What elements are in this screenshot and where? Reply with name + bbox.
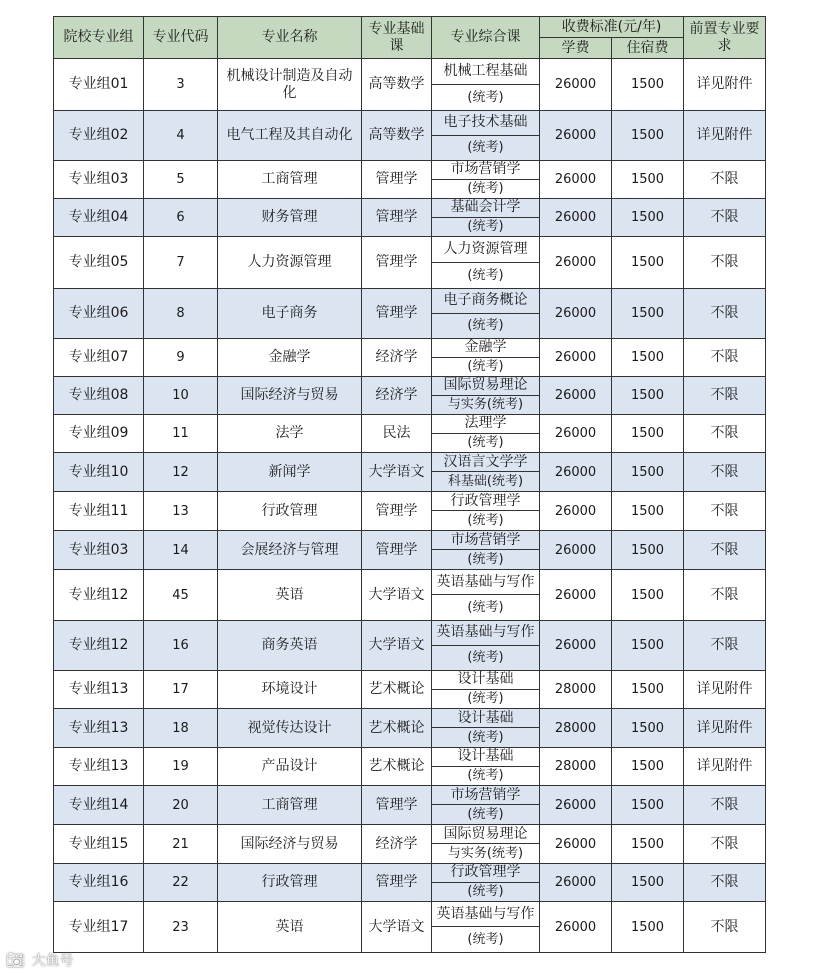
comprehensive-course-name: 英语基础与写作	[432, 621, 539, 646]
code-cell: 10	[144, 377, 218, 415]
exam-note: (统考)	[467, 807, 504, 822]
lodging-cell: 1500	[612, 902, 684, 953]
table-row	[54, 902, 766, 953]
group-cell: 专业组17	[54, 902, 144, 953]
group-cell: 专业组08	[54, 377, 144, 415]
header-comprehensive-course: 专业综合课	[432, 17, 540, 59]
header-name: 专业名称	[218, 17, 362, 59]
basic-course-cell: 管理学	[362, 161, 432, 199]
basic-course-cell: 民法	[362, 415, 432, 453]
comprehensive-course-name: 人力资源管理	[432, 237, 539, 263]
basic-course-cell: 管理学	[362, 531, 432, 570]
major-name-cell: 国际经济与贸易	[218, 377, 362, 415]
tuition-cell: 26000	[540, 786, 612, 825]
header-lodging: 住宿费	[612, 38, 684, 59]
comprehensive-course-cell	[432, 377, 540, 415]
code-cell: 20	[144, 786, 218, 825]
code-cell: 5	[144, 161, 218, 199]
group-cell: 专业组16	[54, 864, 144, 902]
group-cell: 专业组06	[54, 289, 144, 339]
requirement-cell: 详见附件	[684, 59, 766, 111]
requirement-cell: 详见附件	[684, 671, 766, 709]
tuition-cell: 26000	[540, 453, 612, 492]
comprehensive-course-name: 电子技术基础	[432, 111, 539, 136]
lodging-cell: 1500	[612, 289, 684, 339]
code-cell: 14	[144, 531, 218, 570]
table-row	[54, 339, 766, 377]
lodging-cell: 1500	[612, 237, 684, 289]
lodging-cell: 1500	[612, 111, 684, 161]
comprehensive-course-cell	[432, 415, 540, 453]
code-cell: 8	[144, 289, 218, 339]
requirement-cell: 详见附件	[684, 748, 766, 786]
major-name-cell: 法学	[218, 415, 362, 453]
comprehensive-course-name: 法理学	[432, 415, 539, 434]
comprehensive-course-cell	[432, 902, 540, 953]
code-cell: 6	[144, 199, 218, 237]
lodging-cell: 1500	[612, 377, 684, 415]
basic-course-cell: 大学语文	[362, 570, 432, 621]
comprehensive-course-cell	[432, 570, 540, 621]
comprehensive-course-cell	[432, 289, 540, 339]
comprehensive-course-name: 英语基础与写作	[432, 902, 539, 927]
comprehensive-course-name: 市场营销学	[432, 161, 539, 180]
comprehensive-course-cell	[432, 709, 540, 748]
group-cell: 专业组03	[54, 161, 144, 199]
lodging-cell: 1500	[612, 339, 684, 377]
basic-course-cell: 大学语文	[362, 902, 432, 953]
table-row	[54, 111, 766, 161]
exam-note: (统考)	[467, 513, 504, 528]
requirement-cell: 不限	[684, 339, 766, 377]
group-cell: 专业组12	[54, 621, 144, 671]
major-name-cell: 电气工程及其自动化	[218, 111, 362, 161]
comprehensive-course-name: 汉语言文学学	[432, 453, 539, 472]
tuition-cell: 26000	[540, 570, 612, 621]
lodging-cell: 1500	[612, 453, 684, 492]
code-cell: 18	[144, 709, 218, 748]
lodging-cell: 1500	[612, 825, 684, 864]
basic-course-cell: 大学语文	[362, 621, 432, 671]
comprehensive-course-cell	[432, 671, 540, 709]
lodging-cell: 1500	[612, 415, 684, 453]
basic-course-cell: 管理学	[362, 786, 432, 825]
group-cell: 专业组02	[54, 111, 144, 161]
table-row	[54, 864, 766, 902]
major-name-cell: 工商管理	[218, 786, 362, 825]
major-name-cell: 财务管理	[218, 199, 362, 237]
requirement-cell: 详见附件	[684, 111, 766, 161]
basic-course-cell: 经济学	[362, 339, 432, 377]
header-group: 院校专业组	[54, 17, 144, 59]
code-cell: 21	[144, 825, 218, 864]
requirement-cell: 不限	[684, 825, 766, 864]
table-row	[54, 671, 766, 709]
major-name-cell: 英语	[218, 570, 362, 621]
tuition-cell: 26000	[540, 621, 612, 671]
major-name-cell: 会展经济与管理	[218, 531, 362, 570]
comprehensive-course-cell	[432, 825, 540, 864]
table-row	[54, 415, 766, 453]
code-cell: 7	[144, 237, 218, 289]
lodging-cell: 1500	[612, 59, 684, 111]
requirement-cell: 不限	[684, 415, 766, 453]
comprehensive-course-cell	[432, 237, 540, 289]
tuition-cell: 26000	[540, 531, 612, 570]
table-row	[54, 531, 766, 570]
requirement-cell: 不限	[684, 864, 766, 902]
group-cell: 专业组09	[54, 415, 144, 453]
tuition-cell: 26000	[540, 377, 612, 415]
comprehensive-course-cell	[432, 199, 540, 237]
comprehensive-course-cell	[432, 786, 540, 825]
major-name-cell: 商务英语	[218, 621, 362, 671]
major-name-cell: 环境设计	[218, 671, 362, 709]
code-cell: 13	[144, 492, 218, 531]
basic-course-cell: 管理学	[362, 237, 432, 289]
lodging-cell: 1500	[612, 671, 684, 709]
requirement-cell: 不限	[684, 161, 766, 199]
exam-note: (统考)	[467, 932, 504, 947]
table-row	[54, 199, 766, 237]
basic-course-cell: 艺术概论	[362, 709, 432, 748]
group-cell: 专业组10	[54, 453, 144, 492]
major-name-cell: 英语	[218, 902, 362, 953]
watermark	[6, 950, 74, 970]
table-row	[54, 377, 766, 415]
requirement-cell: 不限	[684, 902, 766, 953]
watermark-text: 大鱼号	[31, 953, 74, 969]
header-tuition: 学费	[540, 38, 612, 59]
comprehensive-course-cell	[432, 748, 540, 786]
tuition-cell: 28000	[540, 671, 612, 709]
camera-icon: 📷︎	[6, 951, 26, 969]
major-name-cell: 金融学	[218, 339, 362, 377]
requirement-cell: 不限	[684, 453, 766, 492]
lodging-cell: 1500	[612, 786, 684, 825]
requirement-cell: 不限	[684, 531, 766, 570]
exam-note: (统考)	[467, 650, 504, 666]
comprehensive-course-cell	[432, 339, 540, 377]
major-name-cell: 视觉传达设计	[218, 709, 362, 748]
comprehensive-course-name: 行政管理学	[432, 492, 539, 511]
comprehensive-course-cell	[432, 864, 540, 902]
table-row	[54, 621, 766, 671]
major-name-cell: 新闻学	[218, 453, 362, 492]
group-cell: 专业组12	[54, 570, 144, 621]
requirement-cell: 不限	[684, 570, 766, 621]
exam-note: (统考)	[467, 359, 504, 375]
major-name-cell: 工商管理	[218, 161, 362, 199]
lodging-cell: 1500	[612, 531, 684, 570]
lodging-cell: 1500	[612, 621, 684, 671]
header-fee: 收费标准(元/年)	[540, 17, 684, 38]
requirement-cell: 不限	[684, 237, 766, 289]
group-cell: 专业组14	[54, 786, 144, 825]
comprehensive-course-name: 基础会计学	[432, 199, 539, 218]
major-name-cell: 人力资源管理	[218, 237, 362, 289]
table-row	[54, 786, 766, 825]
tuition-cell: 28000	[540, 709, 612, 748]
requirement-cell: 不限	[684, 492, 766, 531]
table-row	[54, 709, 766, 748]
basic-course-cell: 高等数学	[362, 59, 432, 111]
table-row	[54, 492, 766, 531]
requirement-cell: 不限	[684, 621, 766, 671]
lodging-cell: 1500	[612, 748, 684, 786]
exam-note: (统考)	[467, 600, 504, 615]
group-cell: 专业组13	[54, 709, 144, 748]
code-cell: 45	[144, 570, 218, 621]
tuition-cell: 28000	[540, 748, 612, 786]
comprehensive-course-name: 市场营销学	[432, 531, 539, 550]
comprehensive-course-name: 英语基础与写作	[432, 570, 539, 595]
tuition-cell: 26000	[540, 902, 612, 953]
exam-note: (统考)	[467, 318, 504, 334]
code-cell: 17	[144, 671, 218, 709]
tuition-cell: 26000	[540, 111, 612, 161]
group-cell: 专业组05	[54, 237, 144, 289]
tuition-cell: 26000	[540, 59, 612, 111]
tuition-cell: 26000	[540, 492, 612, 531]
group-cell: 专业组13	[54, 671, 144, 709]
comprehensive-course-cell	[432, 111, 540, 161]
basic-course-cell: 管理学	[362, 289, 432, 339]
exam-note: (统考)	[467, 267, 504, 283]
tuition-cell: 26000	[540, 199, 612, 237]
code-cell: 23	[144, 902, 218, 953]
comprehensive-course-name: 机械工程基础	[432, 59, 539, 85]
requirement-cell: 不限	[684, 289, 766, 339]
code-cell: 11	[144, 415, 218, 453]
lodging-cell: 1500	[612, 492, 684, 531]
group-cell: 专业组03	[54, 531, 144, 570]
table-row	[54, 161, 766, 199]
comprehensive-course-name: 金融学	[432, 339, 539, 358]
exam-note: (统考)	[467, 181, 504, 197]
code-cell: 22	[144, 864, 218, 902]
comprehensive-course-cell	[432, 453, 540, 492]
table-row	[54, 748, 766, 786]
group-cell: 专业组11	[54, 492, 144, 531]
tuition-cell: 26000	[540, 237, 612, 289]
header-requirement: 前置专业要求	[684, 17, 766, 59]
exam-note: (统考)	[467, 140, 504, 156]
basic-course-cell: 管理学	[362, 199, 432, 237]
group-cell: 专业组04	[54, 199, 144, 237]
comprehensive-course-cell	[432, 59, 540, 111]
exam-note: 科基础(统考)	[447, 474, 524, 489]
code-cell: 16	[144, 621, 218, 671]
basic-course-cell: 经济学	[362, 825, 432, 864]
exam-note: (统考)	[467, 884, 504, 900]
group-cell: 专业组01	[54, 59, 144, 111]
exam-note: (统考)	[467, 730, 504, 745]
code-cell: 19	[144, 748, 218, 786]
comprehensive-course-name: 国际贸易理论	[432, 377, 539, 396]
tuition-cell: 26000	[540, 339, 612, 377]
lodging-cell: 1500	[612, 161, 684, 199]
basic-course-cell: 管理学	[362, 864, 432, 902]
tuition-cell: 26000	[540, 864, 612, 902]
comprehensive-course-name: 电子商务概论	[432, 289, 539, 314]
table-row	[54, 825, 766, 864]
basic-course-cell: 经济学	[362, 377, 432, 415]
major-name-cell: 产品设计	[218, 748, 362, 786]
comprehensive-course-cell	[432, 161, 540, 199]
table-row	[54, 570, 766, 621]
exam-note: 与实务(统考)	[447, 397, 524, 413]
requirement-cell: 详见附件	[684, 709, 766, 748]
tuition-cell: 26000	[540, 415, 612, 453]
group-cell: 专业组13	[54, 748, 144, 786]
comprehensive-course-name: 行政管理学	[432, 864, 539, 883]
code-cell: 3	[144, 59, 218, 111]
code-cell: 9	[144, 339, 218, 377]
basic-course-cell: 高等数学	[362, 111, 432, 161]
table-row	[54, 59, 766, 111]
code-cell: 12	[144, 453, 218, 492]
exam-note: (统考)	[467, 219, 504, 235]
requirement-cell: 不限	[684, 786, 766, 825]
comprehensive-course-cell	[432, 621, 540, 671]
comprehensive-course-name: 设计基础	[432, 748, 539, 767]
major-name-cell: 机械设计制造及自动化	[218, 59, 362, 111]
lodging-cell: 1500	[612, 709, 684, 748]
major-name-cell: 行政管理	[218, 864, 362, 902]
tuition-cell: 26000	[540, 161, 612, 199]
exam-note: (统考)	[467, 552, 504, 567]
tuition-cell: 26000	[540, 825, 612, 864]
major-name-cell: 国际经济与贸易	[218, 825, 362, 864]
lodging-cell: 1500	[612, 864, 684, 902]
header-basic-course: 专业基础课	[362, 17, 432, 59]
basic-course-cell: 艺术概论	[362, 748, 432, 786]
comprehensive-course-cell	[432, 492, 540, 531]
tuition-cell: 26000	[540, 289, 612, 339]
comprehensive-course-name: 市场营销学	[432, 786, 539, 805]
exam-note: (统考)	[467, 435, 504, 451]
header-code: 专业代码	[144, 17, 218, 59]
requirement-cell: 不限	[684, 377, 766, 415]
lodging-cell: 1500	[612, 570, 684, 621]
requirement-cell: 不限	[684, 199, 766, 237]
code-cell: 4	[144, 111, 218, 161]
table-row	[54, 237, 766, 289]
table-row	[54, 289, 766, 339]
group-cell: 专业组15	[54, 825, 144, 864]
group-cell: 专业组07	[54, 339, 144, 377]
exam-note: (统考)	[467, 768, 504, 784]
table-row	[54, 453, 766, 492]
exam-note: 与实务(统考)	[447, 846, 524, 861]
exam-note: (统考)	[467, 89, 504, 105]
comprehensive-course-cell	[432, 531, 540, 570]
major-name-cell: 电子商务	[218, 289, 362, 339]
admissions-table	[53, 16, 766, 953]
comprehensive-course-name: 设计基础	[432, 671, 539, 690]
basic-course-cell: 艺术概论	[362, 671, 432, 709]
basic-course-cell: 管理学	[362, 492, 432, 531]
major-name-cell: 行政管理	[218, 492, 362, 531]
exam-note: (统考)	[467, 691, 504, 707]
basic-course-cell: 大学语文	[362, 453, 432, 492]
comprehensive-course-name: 国际贸易理论	[432, 825, 539, 844]
comprehensive-course-name: 设计基础	[432, 709, 539, 728]
lodging-cell: 1500	[612, 199, 684, 237]
